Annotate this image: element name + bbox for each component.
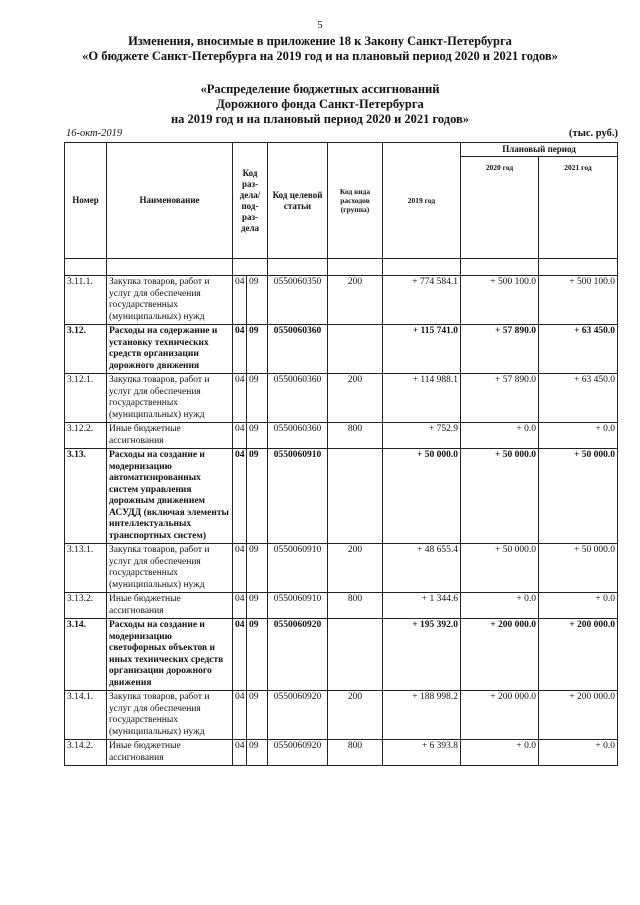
title-line: Изменения, вносимые в приложение 18 к Закону Санкт-Петербурга (128, 34, 512, 48)
row-name: Расходы на создание и модернизацию автоматизированных систем управления дорожным движением АСУДД (включая элементы интеллектуальных транспортных систем) (107, 449, 233, 544)
row-value-2019: + 774 584.1 (383, 276, 461, 325)
row-value-2019: + 188 998.2 (383, 691, 461, 740)
table-row (65, 619, 618, 691)
table-row (65, 740, 618, 766)
budget-table (64, 142, 618, 766)
row-expense-code: 200 (328, 691, 383, 740)
row-name: Закупка товаров, работ и услуг для обеспечения государственных (муниципальных) нужд (107, 544, 233, 593)
row-section: 04 (233, 449, 247, 544)
row-value-2021: + 63 450.0 (539, 325, 618, 374)
row-value-2021: + 50 000.0 (539, 544, 618, 593)
row-value-2020: + 50 000.0 (461, 449, 539, 544)
subtitle-line: на 2019 год и на плановый период 2020 и 2021 годов» (170, 112, 470, 126)
row-value-2019: + 114 988.1 (383, 374, 461, 423)
row-name: Расходы на содержание и установку технических средств организации дорожного движения (107, 325, 233, 374)
row-expense-code: 800 (328, 423, 383, 449)
document-subtitle (0, 82, 640, 127)
row-name: Закупка товаров, работ и услуг для обеспечения государственных (муниципальных) нужд (107, 374, 233, 423)
row-number: 3.11.1. (65, 276, 107, 325)
page-number: 5 (317, 20, 323, 31)
row-value-2021: + 200 000.0 (539, 619, 618, 691)
row-target-code: 0550060360 (268, 374, 328, 423)
row-expense-code (328, 449, 383, 544)
row-value-2020: + 200 000.0 (461, 691, 539, 740)
table-header (65, 143, 618, 259)
header-name: Наименование (107, 143, 233, 259)
row-section: 04 (233, 740, 247, 766)
header-target: Код целевой статьи (268, 143, 328, 259)
row-value-2021: + 0.0 (539, 740, 618, 766)
table-row (65, 423, 618, 449)
row-target-code: 0550060350 (268, 276, 328, 325)
row-section: 04 (233, 691, 247, 740)
row-number: 3.12. (65, 325, 107, 374)
row-subsection: 09 (247, 691, 268, 740)
table-row (65, 691, 618, 740)
row-number: 3.12.1. (65, 374, 107, 423)
row-target-code: 0550060920 (268, 740, 328, 766)
row-target-code: 0550060360 (268, 423, 328, 449)
row-expense-code: 200 (328, 374, 383, 423)
row-number: 3.14.1. (65, 691, 107, 740)
header-2021: 2021 год (539, 157, 618, 259)
row-name: Закупка товаров, работ и услуг для обеспечения государственных (муниципальных) нужд (107, 276, 233, 325)
table-row (65, 593, 618, 619)
document-date: 16-окт-2019 (66, 128, 123, 139)
row-value-2020: + 50 000.0 (461, 544, 539, 593)
units-label: (тыс. руб.) (569, 128, 618, 139)
header-section: Код раз-дела/ под-раз-дела (233, 143, 268, 259)
row-value-2020: + 57 890.0 (461, 374, 539, 423)
row-section: 04 (233, 619, 247, 691)
row-number: 3.13.2. (65, 593, 107, 619)
row-number: 3.13.1. (65, 544, 107, 593)
row-number: 3.13. (65, 449, 107, 544)
table-row (65, 374, 618, 423)
row-section: 04 (233, 593, 247, 619)
table-row (65, 544, 618, 593)
row-subsection: 09 (247, 619, 268, 691)
row-subsection: 09 (247, 374, 268, 423)
document-title (0, 34, 640, 64)
row-expense-code (328, 325, 383, 374)
row-target-code: 0550060920 (268, 619, 328, 691)
row-number: 3.12.2. (65, 423, 107, 449)
header-expense: Код вида расходов (группа) (328, 143, 383, 259)
row-expense-code: 200 (328, 276, 383, 325)
row-value-2021: + 63 450.0 (539, 374, 618, 423)
row-subsection: 09 (247, 740, 268, 766)
row-value-2019: + 48 655.4 (383, 544, 461, 593)
row-name: Расходы на создание и модернизацию светофорных объектов и иных технических средств организации дорожного движения (107, 619, 233, 691)
header-planned: Плановый период (461, 143, 618, 157)
subtitle-line: Дорожного фонда Санкт-Петербурга (216, 97, 424, 111)
row-value-2019: + 195 392.0 (383, 619, 461, 691)
row-value-2019: + 6 393.8 (383, 740, 461, 766)
row-subsection: 09 (247, 593, 268, 619)
header-2019: 2019 год (383, 143, 461, 259)
row-expense-code: 800 (328, 740, 383, 766)
row-subsection: 09 (247, 544, 268, 593)
row-number: 3.14.2. (65, 740, 107, 766)
row-value-2021: + 0.0 (539, 423, 618, 449)
row-subsection: 09 (247, 423, 268, 449)
row-value-2021: + 200 000.0 (539, 691, 618, 740)
row-value-2019: + 752.9 (383, 423, 461, 449)
row-section: 04 (233, 544, 247, 593)
row-value-2020: + 57 890.0 (461, 325, 539, 374)
row-section: 04 (233, 374, 247, 423)
row-expense-code (328, 619, 383, 691)
table-row (65, 325, 618, 374)
row-value-2020: + 500 100.0 (461, 276, 539, 325)
row-expense-code: 200 (328, 544, 383, 593)
row-target-code: 0550060910 (268, 593, 328, 619)
row-subsection: 09 (247, 276, 268, 325)
row-value-2020: + 0.0 (461, 423, 539, 449)
row-value-2020: + 0.0 (461, 593, 539, 619)
row-value-2019: + 115 741.0 (383, 325, 461, 374)
header-2020: 2020 год (461, 157, 539, 259)
row-name: Иные бюджетные ассигнования (107, 423, 233, 449)
row-value-2019: + 50 000.0 (383, 449, 461, 544)
row-section: 04 (233, 423, 247, 449)
row-number: 3.14. (65, 619, 107, 691)
row-section: 04 (233, 325, 247, 374)
row-target-code: 0550060920 (268, 691, 328, 740)
row-subsection: 09 (247, 325, 268, 374)
row-value-2021: + 50 000.0 (539, 449, 618, 544)
row-name: Закупка товаров, работ и услуг для обеспечения государственных (муниципальных) нужд (107, 691, 233, 740)
row-value-2021: + 0.0 (539, 593, 618, 619)
subtitle-line: «Распределение бюджетных ассигнований (200, 82, 440, 96)
header-number: Номер (65, 143, 107, 259)
row-value-2019: + 1 344.6 (383, 593, 461, 619)
title-line: «О бюджете Санкт-Петербурга на 2019 год и на плановый период 2020 и 2021 годов» (82, 49, 558, 63)
row-expense-code: 800 (328, 593, 383, 619)
row-value-2020: + 0.0 (461, 740, 539, 766)
row-target-code: 0550060910 (268, 449, 328, 544)
row-target-code: 0550060910 (268, 544, 328, 593)
row-name: Иные бюджетные ассигнования (107, 740, 233, 766)
table-body (65, 259, 618, 766)
row-value-2021: + 500 100.0 (539, 276, 618, 325)
row-target-code: 0550060360 (268, 325, 328, 374)
table-row (65, 449, 618, 544)
row-section: 04 (233, 276, 247, 325)
row-name: Иные бюджетные ассигнования (107, 593, 233, 619)
table-row (65, 276, 618, 325)
row-value-2020: + 200 000.0 (461, 619, 539, 691)
row-subsection: 09 (247, 449, 268, 544)
